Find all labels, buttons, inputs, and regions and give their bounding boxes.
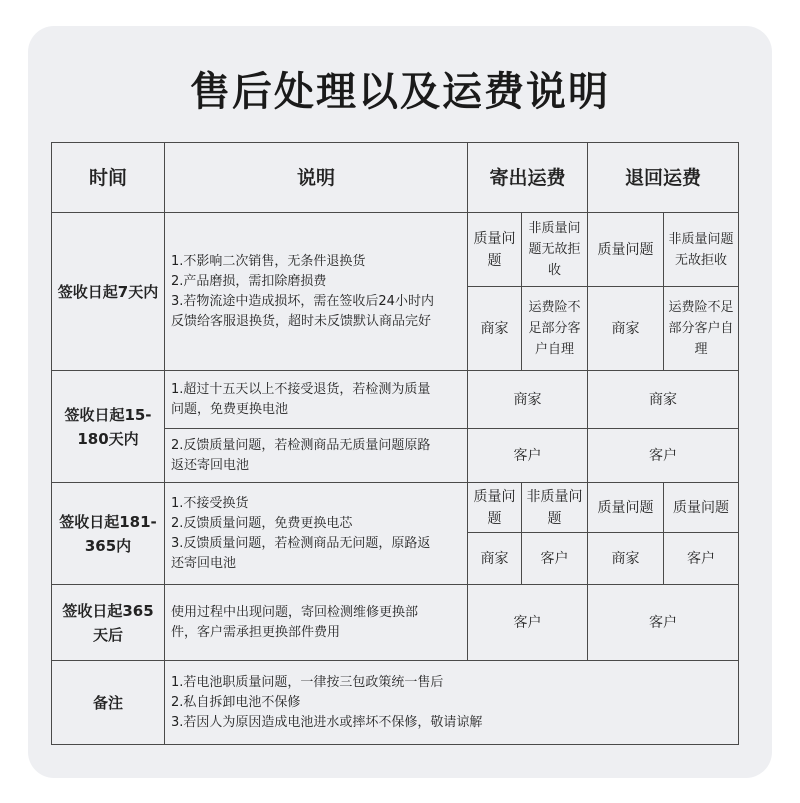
header-shipping-out: 寄出运费 xyxy=(468,143,588,213)
description-line: 件，客户需承担更换部件费用 xyxy=(171,624,341,640)
ship-out-merchant: 商家 xyxy=(468,371,588,429)
ship-out-merchant: 商家 xyxy=(468,287,522,371)
header-shipping-back: 退回运费 xyxy=(588,143,739,213)
ship-out-insurance-note: 运费险不足部分客户自理 xyxy=(522,287,588,371)
ship-out-merchant: 商家 xyxy=(468,533,522,585)
remarks-row xyxy=(52,661,739,745)
description-line: 还寄回电池 xyxy=(171,555,237,571)
ship-out-quality-issue: 质量问题 xyxy=(468,213,522,287)
ship-back-quality-issue-2: 质量问题 xyxy=(664,483,739,533)
ship-out-customer: 客户 xyxy=(468,429,588,483)
ship-back-merchant: 商家 xyxy=(588,287,664,371)
period-7-days: 签收日起7天内 xyxy=(52,213,165,371)
header-time: 时间 xyxy=(52,143,165,213)
header-row xyxy=(52,143,739,213)
description-181-365-days xyxy=(165,483,468,585)
ship-out-non-quality-refusal: 非质量问题无故拒收 xyxy=(522,213,588,287)
description-line: 3.若物流途中造成损坏，需在签收后24小时内 xyxy=(171,293,434,309)
ship-out-customer: 客户 xyxy=(522,533,588,585)
ship-back-non-quality-refusal: 非质量问题无故拒收 xyxy=(664,213,739,287)
header-description: 说明 xyxy=(165,143,468,213)
period-181-365-days: 签收日起181-365内 xyxy=(52,483,165,585)
description-15-180-days-a xyxy=(165,371,468,429)
ship-out-non-quality: 非质量问题 xyxy=(522,483,588,533)
ship-back-customer: 客户 xyxy=(588,429,739,483)
ship-back-merchant: 商家 xyxy=(588,533,664,585)
description-15-180-days-b xyxy=(165,429,468,483)
table-row xyxy=(52,483,739,533)
remarks-line: 1.若电池职质量问题，一律按三包政策统一售后 xyxy=(171,674,444,690)
description-line: 3.反馈质量问题，若检测商品无问题，原路返 xyxy=(171,535,431,551)
remarks-content xyxy=(165,661,739,745)
description-line: 1.不接受换货 xyxy=(171,495,249,511)
remarks-line: 2.私自拆卸电池不保修 xyxy=(171,694,301,710)
ship-back-quality-issue: 质量问题 xyxy=(588,213,664,287)
ship-back-quality-issue: 质量问题 xyxy=(588,483,664,533)
ship-back-customer: 客户 xyxy=(588,585,739,661)
description-7-days xyxy=(165,213,468,371)
description-after-365-days xyxy=(165,585,468,661)
ship-back-customer: 客户 xyxy=(664,533,739,585)
table-row xyxy=(52,371,739,429)
description-line: 2.反馈质量问题，免费更换电芯 xyxy=(171,515,353,531)
ship-back-insurance-note: 运费险不足部分客户自理 xyxy=(664,287,739,371)
description-line: 1.不影响二次销售，无条件退换货 xyxy=(171,253,366,269)
description-line: 2.反馈质量问题，若检测商品无质量问题原路 xyxy=(171,437,431,453)
description-line: 1.超过十五天以上不接受退货，若检测为质量 xyxy=(171,381,431,397)
table-row xyxy=(52,213,739,287)
after-sales-table xyxy=(51,142,739,745)
page-title: 售后处理以及运费说明 xyxy=(190,69,610,115)
description-line: 2.产品磨损，需扣除磨损费 xyxy=(171,273,327,289)
description-line: 返还寄回电池 xyxy=(171,457,250,473)
table-row xyxy=(52,585,739,661)
ship-out-customer: 客户 xyxy=(468,585,588,661)
ship-back-merchant: 商家 xyxy=(588,371,739,429)
description-line: 反馈给客服退换货，超时未反馈默认商品完好 xyxy=(171,313,432,329)
period-15-180-days: 签收日起15-180天内 xyxy=(52,371,165,483)
remarks-label: 备注 xyxy=(52,661,165,745)
remarks-line: 3.若因人为原因造成电池进水或摔坏不保修，敬请谅解 xyxy=(171,714,483,730)
period-after-365-days: 签收日起365天后 xyxy=(52,585,165,661)
description-line: 使用过程中出现问题，寄回检测维修更换部 xyxy=(171,604,419,620)
description-line: 问题，免费更换电池 xyxy=(171,401,289,417)
ship-out-quality-issue: 质量问题 xyxy=(468,483,522,533)
